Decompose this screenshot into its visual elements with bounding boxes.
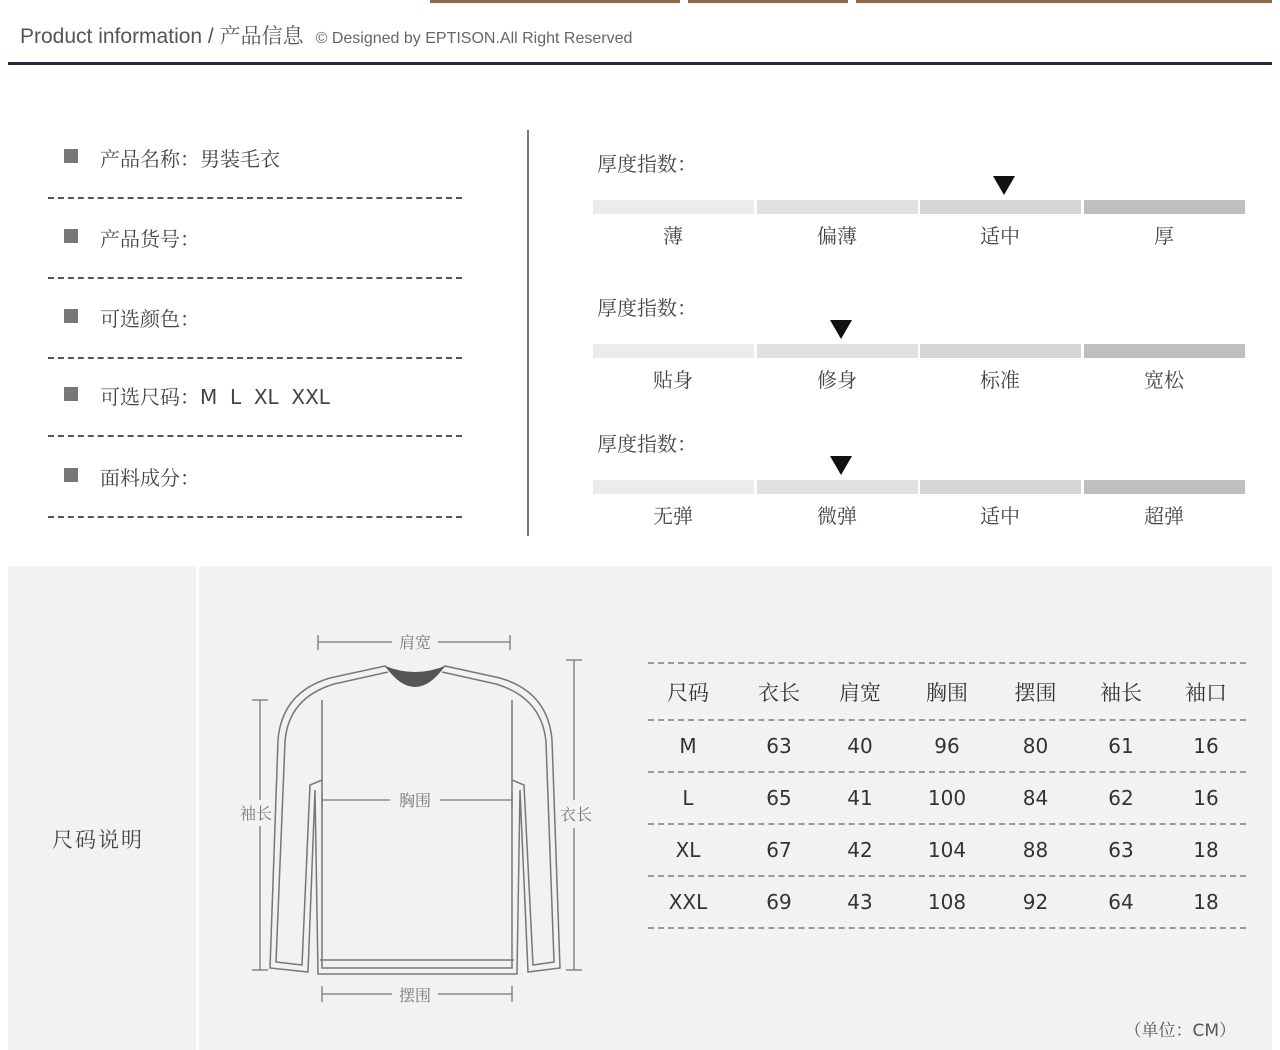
info-item-material xyxy=(48,438,462,518)
bullet-square-icon xyxy=(64,387,78,401)
index-title: 厚度指数： xyxy=(597,296,697,320)
scale-segment xyxy=(920,344,1081,358)
scale-label: 薄 xyxy=(663,224,683,248)
top-strip-2 xyxy=(688,0,848,3)
bullet-square-icon xyxy=(64,229,78,243)
table-header-cell: 袖口 xyxy=(1185,680,1227,705)
sweater-measure-diagram xyxy=(230,630,610,1010)
table-row xyxy=(648,771,1246,823)
table-cell: 16 xyxy=(1193,786,1219,810)
scale-label: 贴身 xyxy=(653,368,693,392)
scale-segment xyxy=(757,200,918,214)
selected-marker-icon xyxy=(993,176,1015,195)
unit-label: （单位：CM） xyxy=(1124,1021,1236,1041)
table-cell: 104 xyxy=(927,838,967,862)
table-cell: 88 xyxy=(1022,838,1049,862)
table-header-cell: 衣长 xyxy=(758,680,800,705)
scale-segment xyxy=(593,200,754,214)
table-header-row xyxy=(648,662,1246,719)
table-cell: XXL xyxy=(668,890,708,914)
scale-label: 无弹 xyxy=(653,504,693,528)
table-cell: 42 xyxy=(847,838,873,862)
diagram-label-length: 衣长 xyxy=(559,805,593,824)
diagram-label-chest: 胸围 xyxy=(398,791,432,810)
top-strip-3 xyxy=(856,0,1272,3)
scale-label: 修身 xyxy=(817,368,857,392)
table-cell: 40 xyxy=(847,734,873,758)
table-cell: 100 xyxy=(927,786,967,810)
dashed-divider xyxy=(48,516,462,518)
size-table xyxy=(648,662,1246,929)
info-label: 可选尺码：M L XL XXL xyxy=(100,385,330,409)
table-cell: 96 xyxy=(934,734,960,758)
table-cell: 64 xyxy=(1108,890,1134,914)
table-header-cell: 肩宽 xyxy=(839,680,881,705)
scale-segment xyxy=(593,344,754,358)
table-cell: 18 xyxy=(1193,838,1219,862)
info-label: 可选颜色： xyxy=(100,307,200,331)
scale-label: 标准 xyxy=(980,368,1020,392)
header-rule xyxy=(8,62,1272,65)
table-header-cell: 尺码 xyxy=(667,680,709,705)
scale-segment xyxy=(593,480,754,494)
table-cell: 62 xyxy=(1108,786,1134,810)
info-label: 面料成分： xyxy=(100,466,200,490)
table-cell: 84 xyxy=(1022,786,1049,810)
size-description-label: 尺码说明 xyxy=(52,828,144,852)
table-cell: 108 xyxy=(927,890,967,914)
table-cell: 65 xyxy=(766,786,792,810)
info-item-sku xyxy=(48,199,462,279)
scale-label: 微弹 xyxy=(817,504,857,528)
vertical-divider xyxy=(527,130,529,536)
scale-label: 适中 xyxy=(980,224,1020,248)
scale-label: 适中 xyxy=(980,504,1020,528)
table-header-cell: 袖长 xyxy=(1100,680,1142,705)
scale-segment xyxy=(1084,344,1245,358)
table-cell: 80 xyxy=(1022,734,1049,758)
info-label: 产品货号： xyxy=(100,227,200,251)
table-cell: 63 xyxy=(1108,838,1134,862)
scale-segment xyxy=(1084,480,1245,494)
table-cell: 18 xyxy=(1193,890,1219,914)
table-cell: 43 xyxy=(847,890,873,914)
table-cell: M xyxy=(679,734,697,758)
table-row xyxy=(648,823,1246,875)
selected-marker-icon xyxy=(830,320,852,339)
table-cell: 67 xyxy=(766,838,792,862)
table-cell: L xyxy=(682,786,694,810)
selected-marker-icon xyxy=(830,456,852,475)
index-title: 厚度指数： xyxy=(597,152,697,176)
table-header-cell: 摆围 xyxy=(1014,680,1057,705)
scale-label: 偏薄 xyxy=(817,224,857,248)
scale-label: 宽松 xyxy=(1144,368,1184,392)
table-row xyxy=(648,719,1246,771)
scale-segment xyxy=(1084,200,1245,214)
table-cell: 41 xyxy=(847,786,873,810)
scale-segment xyxy=(757,344,918,358)
table-cell: 69 xyxy=(766,890,792,914)
table-header-cell: 胸围 xyxy=(926,680,968,705)
table-row xyxy=(648,875,1246,929)
scale-label: 厚 xyxy=(1154,224,1174,248)
diagram-label-shoulder: 肩宽 xyxy=(398,633,432,652)
header-title: Product information / 产品信息 xyxy=(20,25,304,48)
table-cell: XL xyxy=(675,838,701,862)
table-cell: 61 xyxy=(1108,734,1134,758)
header-subtitle: © Designed by EPTISON.All Right Reserved xyxy=(315,30,633,47)
scale-segment xyxy=(757,480,918,494)
table-cell: 16 xyxy=(1193,734,1219,758)
bullet-square-icon xyxy=(64,149,78,163)
bullet-square-icon xyxy=(64,468,78,482)
diagram-label-hem: 摆围 xyxy=(398,986,432,1005)
bullet-square-icon xyxy=(64,309,78,323)
index-title: 厚度指数： xyxy=(597,432,697,456)
scale-label: 超弹 xyxy=(1144,504,1184,528)
scale-segment xyxy=(920,480,1081,494)
table-cell: 63 xyxy=(766,734,792,758)
diagram-label-sleeve: 袖长 xyxy=(239,804,273,823)
info-label: 产品名称：男装毛衣 xyxy=(100,147,280,171)
size-section-divider xyxy=(196,566,199,1050)
scale-segment xyxy=(920,200,1081,214)
section-header xyxy=(20,20,632,52)
info-item-name xyxy=(48,119,462,199)
dashed-divider xyxy=(48,435,462,437)
table-cell: 92 xyxy=(1022,890,1049,914)
info-item-colors xyxy=(48,279,462,359)
info-item-sizes xyxy=(48,357,462,437)
top-strip-1 xyxy=(430,0,680,3)
